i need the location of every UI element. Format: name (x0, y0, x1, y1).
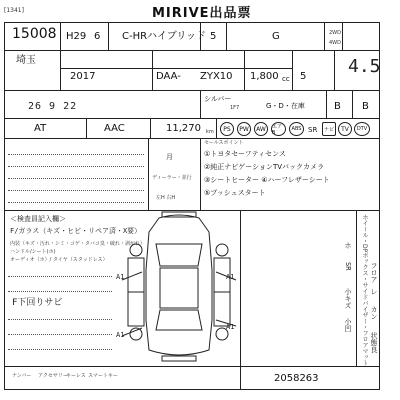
right-note-2: SR (344, 262, 352, 271)
right-note-7: 小凹 (344, 318, 352, 332)
grade: G (272, 31, 280, 42)
right-side-label: ホイール・DPボックス・サイドバイザー・フロアマット (361, 214, 368, 367)
badge-ps: PS (220, 122, 234, 136)
note-underbody-rust: F下回りサビ (12, 298, 63, 308)
note-interior: 内装（キズ・汚れ・シミ・コゲ・タバコ臭・破れ・剥がれ） (10, 241, 145, 247)
aircon: AAC (104, 123, 125, 134)
inspector-notes-label: ＜検査員記入欄＞ (10, 215, 66, 223)
auction-sheet (4, 6, 387, 391)
right-note-4: レ (370, 288, 378, 295)
era-year: H29 (66, 31, 87, 42)
badge-sr: SR (308, 126, 318, 134)
right-note-3: フロア (370, 262, 378, 283)
damage-mark-left-rear: A1 (116, 331, 125, 339)
sheet-title: MIRIVE出品票 (152, 6, 252, 21)
sales-point-4: ⑤プッシュスタート (204, 189, 266, 197)
bottom-keyless: キーレス (66, 373, 86, 379)
note-handle-seat: ハンドル/シート(ホ) (10, 249, 56, 255)
color-code: 1F7 (230, 105, 240, 111)
note-audio-tire: オーディオ（ホ）/ タイヤ（スタッドレス） (10, 257, 108, 263)
car-damage-diagram (114, 210, 244, 366)
cc-unit: cc (282, 75, 290, 83)
sales-points-label: セールスポイント (204, 140, 244, 146)
model-code-prefix: DAA- (156, 71, 181, 82)
mileage: 11,270 (166, 123, 201, 134)
badge-abs: ABS (289, 122, 304, 136)
score: 4.5 (348, 56, 381, 77)
model-year: 2017 (70, 71, 96, 82)
model-code: ZYX10 (200, 71, 233, 82)
sales-point-3: ③シートヒーター ④ハーフレザーシート (204, 176, 330, 184)
badge-navi: ナビ (322, 122, 336, 136)
damage-mark-right-front: A1 (226, 273, 235, 281)
bottom-number: ナンバー (12, 373, 32, 379)
grade-letter-interior: B (334, 101, 341, 112)
note-glass: F/ガラス（キズ・ヒビ・リペア済・X要） (10, 227, 142, 235)
right-note-5: カン (370, 306, 378, 320)
mid-handle: 左H 右H (156, 195, 176, 201)
label-4wd: 4WD (329, 40, 341, 46)
mid-dealer: ディーラー・並行 (152, 175, 192, 181)
displacement: 1,800 (250, 71, 279, 82)
lot-number: 15008 (12, 26, 57, 42)
seats: 5 (300, 71, 307, 82)
color-label: シルバー (204, 95, 232, 103)
month: 6 (94, 31, 101, 42)
right-note-1: ホ (344, 242, 352, 249)
label-2wd: 2WD (329, 30, 341, 36)
model-name: C-HRハイブリッド (122, 31, 206, 42)
prefecture: 埼玉 (16, 55, 36, 66)
badge-pw: PW (237, 122, 251, 136)
sheet-id: [1341] (4, 7, 24, 14)
transmission: AT (34, 123, 47, 134)
sales-point-2: ②純正ナビゲーションTVバックカメラ (204, 163, 325, 171)
stock-number: 2058263 (274, 373, 319, 384)
badge-tv: TV (338, 122, 352, 136)
bottom-accessory: アクセサリー (38, 373, 68, 379)
badge-airbag: エアB (271, 122, 286, 136)
damage-mark-left-front: A1 (116, 273, 125, 281)
right-note-6: 小キズ (344, 288, 352, 309)
mid-month: 月 (166, 153, 173, 161)
grade-letter-exterior: B (362, 101, 369, 112)
badge-aw: AW (254, 122, 268, 136)
badge-dtv: DTV (354, 122, 370, 136)
color-note: G・D・在庫 (266, 102, 305, 110)
right-note-8: 状態良 (370, 332, 378, 353)
inspection-date: 26 9 22 (28, 101, 78, 112)
bottom-smartkey: スマートキー (88, 373, 118, 379)
damage-mark-right-rear: A1 (226, 323, 235, 331)
sales-point-1: ①トヨタセーフティセンス (204, 150, 286, 158)
doors: 5 (210, 31, 217, 42)
km-unit: km (206, 129, 214, 135)
